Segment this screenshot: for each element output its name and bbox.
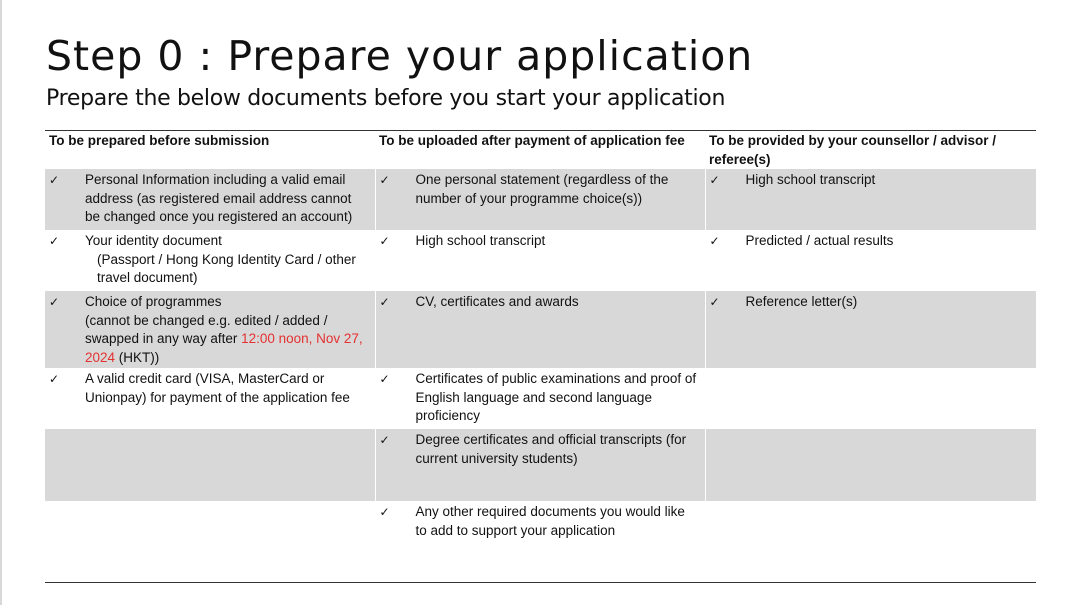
checkmark-icon: ✓: [379, 295, 390, 309]
list-item: ✓ High school transcript: [706, 169, 1037, 190]
header-prepared: To be prepared before submission: [45, 131, 375, 170]
table-cell: [705, 429, 1036, 501]
documents-table: [45, 130, 1036, 583]
table-row: [45, 501, 1036, 582]
table-cell: [375, 291, 705, 368]
page-subtitle: Prepare the below documents before you start your application: [46, 86, 726, 111]
table-cell: [705, 501, 1036, 582]
header-uploaded: To be uploaded after payment of application fee: [375, 131, 705, 170]
list-item: ✓ Your identity document (Passport / Hong Kong Identity Card / other travel document): [45, 230, 375, 288]
checkmark-icon: ✓: [709, 234, 720, 248]
list-item: ✓ High school transcript: [376, 230, 705, 251]
list-item: ✓ Any other required documents you would like to add to support your application: [376, 501, 705, 540]
table-cell: [45, 230, 375, 291]
table-cell: [45, 368, 375, 429]
checkmark-icon: ✓: [379, 372, 390, 386]
table-cell: [375, 368, 705, 429]
table-row: [45, 368, 1036, 429]
table-header-row: [45, 131, 1036, 170]
list-item: ✓ Personal Information including a valid email address (as registered email address cannot be changed once you registered an account): [45, 169, 375, 227]
table-cell: [375, 169, 705, 230]
page-left-border: [0, 0, 2, 605]
table-row: [45, 230, 1036, 291]
list-item: ✓ Certificates of public examinations and proof of English language and second language proficiency: [376, 368, 705, 426]
list-item: ✓ Choice of programmes (cannot be changed e.g. edited / added / swapped in any way after 12:00 noon, Nov 27, 2024 (HKT)): [45, 291, 375, 367]
page-title: Step 0 : Prepare your application: [46, 32, 754, 80]
list-item: ✓ Degree certificates and official transcripts (for current university students): [376, 429, 705, 468]
header-provided: To be provided by your counsellor / advisor / referee(s): [705, 131, 1036, 170]
checkmark-icon: ✓: [49, 372, 60, 386]
list-item: ✓ Reference letter(s): [706, 291, 1037, 312]
table-row: [45, 429, 1036, 501]
table-row: [45, 291, 1036, 368]
table-cell: [705, 291, 1036, 368]
checkmark-icon: ✓: [379, 505, 390, 519]
table-cell: [705, 230, 1036, 291]
checkmark-icon: ✓: [379, 234, 390, 248]
checkmark-icon: ✓: [49, 295, 60, 309]
deadline-highlight: 12:00 noon, Nov 27, 2024: [85, 331, 363, 365]
table-cell: [45, 429, 375, 501]
list-item: ✓ One personal statement (regardless of the number of your programme choice(s)): [376, 169, 705, 208]
table-cell: [45, 501, 375, 582]
table-cell: [45, 291, 375, 368]
checkmark-icon: ✓: [709, 295, 720, 309]
checkmark-icon: ✓: [379, 433, 390, 447]
checkmark-icon: ✓: [49, 234, 60, 248]
table-cell: [705, 368, 1036, 429]
table-row: [45, 169, 1036, 230]
checkmark-icon: ✓: [709, 173, 720, 187]
list-item: ✓ Predicted / actual results: [706, 230, 1037, 251]
checkmark-icon: ✓: [379, 173, 390, 187]
table-cell: [375, 429, 705, 501]
checkmark-icon: ✓: [49, 173, 60, 187]
table-cell: [375, 501, 705, 582]
table-cell: [45, 169, 375, 230]
list-item: ✓ A valid credit card (VISA, MasterCard or Unionpay) for payment of the application fee: [45, 368, 375, 407]
table-cell: [705, 169, 1036, 230]
list-item: ✓ CV, certificates and awards: [376, 291, 705, 312]
table-cell: [375, 230, 705, 291]
